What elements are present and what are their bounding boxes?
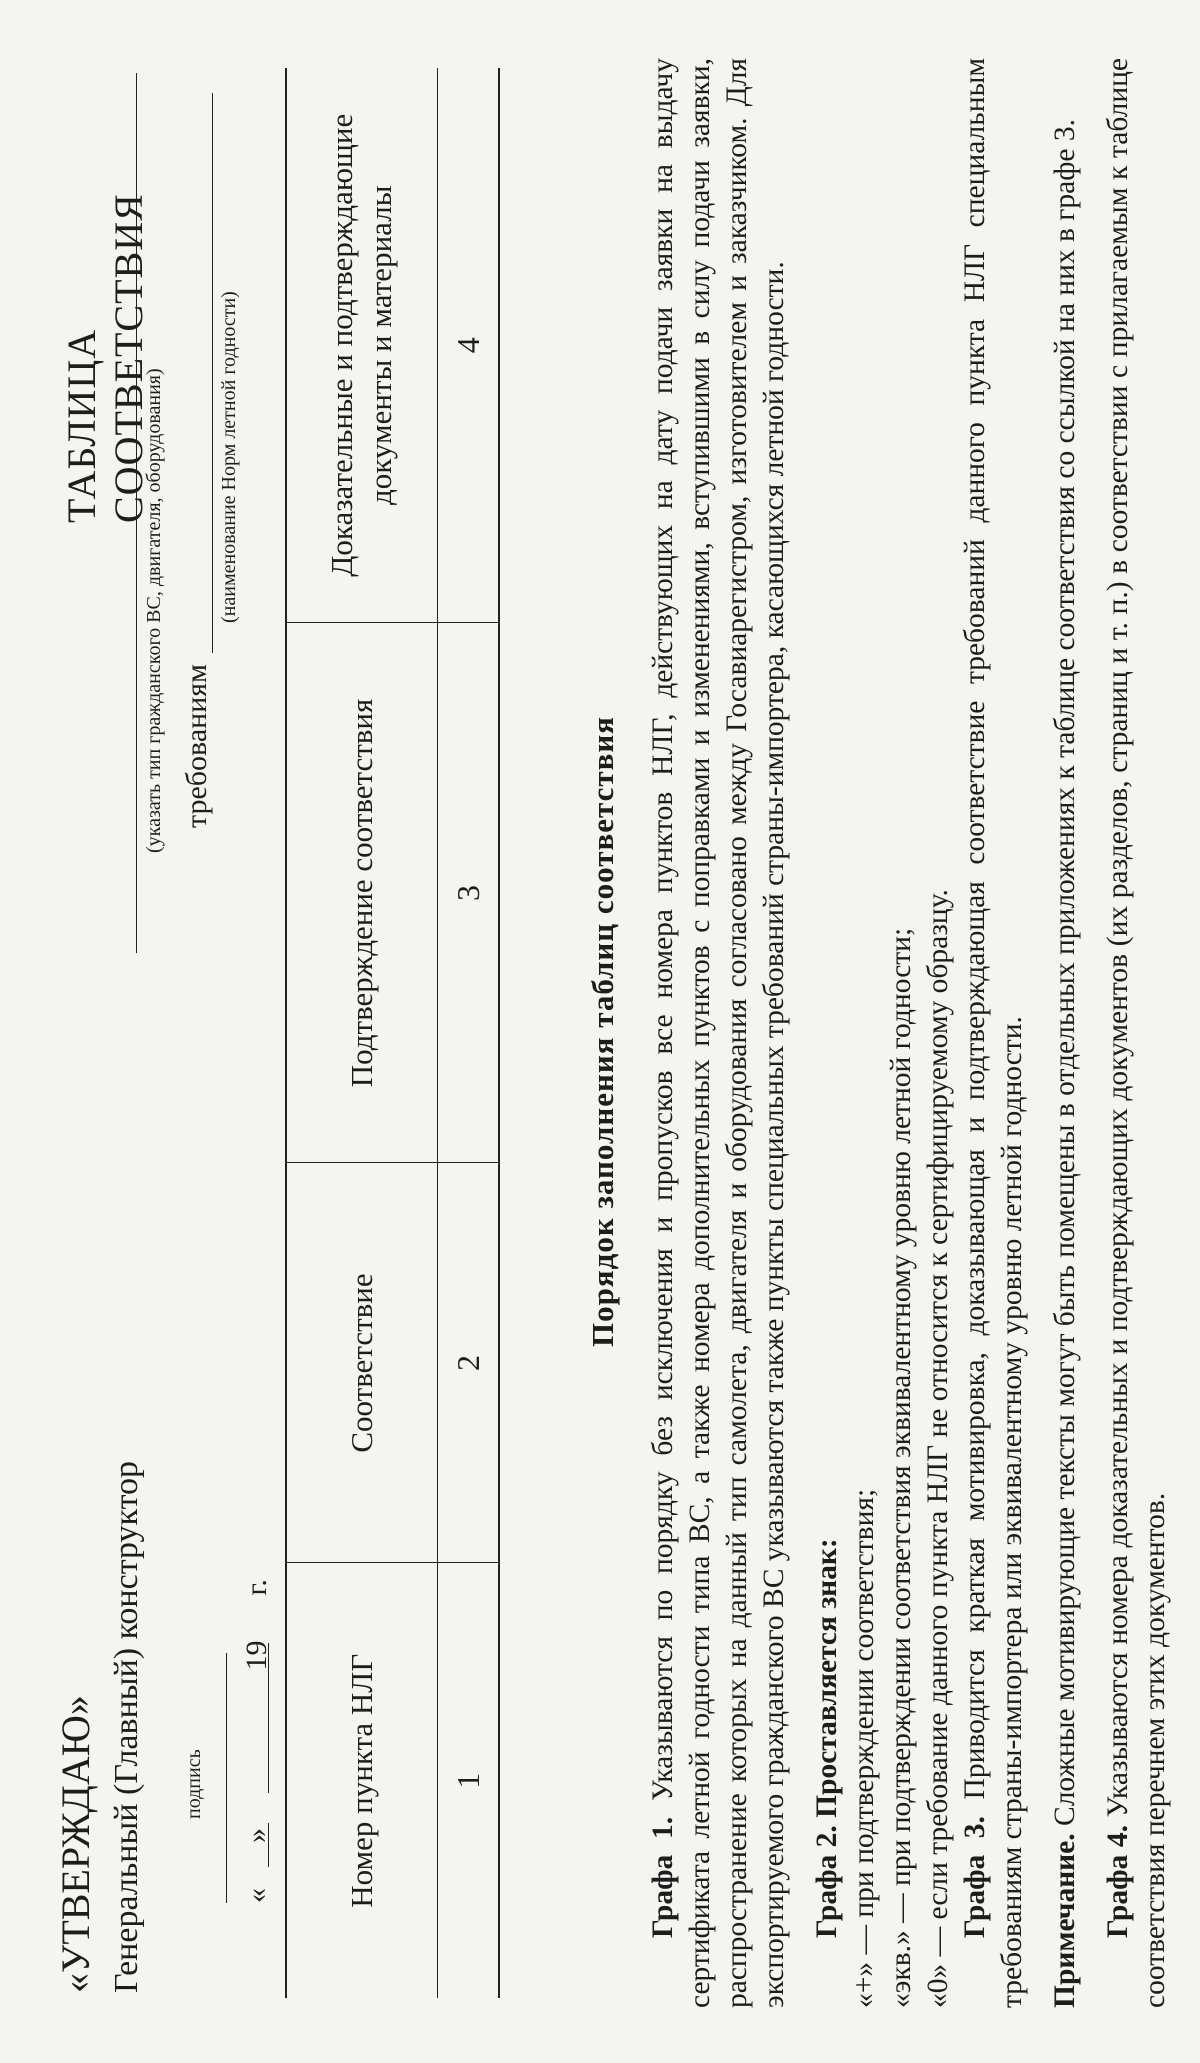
column-3-label: Графа 3. [959,1816,991,1938]
aircraft-type-line [136,73,137,953]
norms-name-line [212,93,213,653]
column-header: Подтверждение соответствия [286,623,438,1163]
signature-caption: подпись [183,1749,205,1819]
requirements-label: требованиям [180,663,213,828]
procedure-text [645,58,1174,2008]
approval-date: « » 19 г. [240,1579,273,1903]
column-number: 1 [438,1563,500,1998]
column-2-paragraph [809,58,846,2008]
column-2-item-zero: «0» — если требование данного пункта НЛГ не относится к сертифицируемому образцу. [922,889,954,2008]
table-numbering-row [438,68,500,1998]
norms-name-caption: (наименование Норм летной годности) [218,291,240,623]
approval-chief-designer: Генеральный (Главный) конструктор [108,1460,145,1993]
compliance-table [285,68,500,1998]
note-label: Примечание. [1049,1833,1081,2008]
column-number: 3 [438,623,500,1163]
column-4-label: Графа 4. [1102,1825,1134,1938]
column-header: Номер пункта НЛГ [286,1563,438,1998]
page-title: ТАБЛИЦА СООТВЕТСТВИЯ [59,193,151,523]
column-number: 4 [438,68,500,623]
column-1-text: Указываются по порядку без исключения и пропусков все номера пунктов НЛГ, действующих на дату подачи заявки на выдачу сертификата летной годности типа ВС, а также номера дополнительных пунктов с поправками и изменениями, вступившими в силу подачи заявки, распространение которых на данный тип самолета, двигателя и оборудования согласовано между Госавиарегистром, изготовителем и заказчиком. Для экспортируемого гражданского ВС указываются также пункты специальных требований страны-импортера, касающихся летной годности. [647,57,790,2008]
column-4-text: Указываются номера доказательных и подтверждающих документов (их разделов, страниц и т. п.) в соответствии с прилагаемым к таблице соответствия перечнем этих документов. [1102,58,1171,2008]
note-paragraph [1047,58,1084,2008]
column-2-item-plus: «+» — при подтверждении соответствия; [848,1488,880,2008]
note-text: Сложные мотивирующие тексты могут быть помещены в отдельных приложениях к таблице соответствия со ссылкой на них в графе 3. [1049,119,1081,1834]
column-1-label: Графа 1. [647,1816,679,1938]
table-header-row [286,68,438,1998]
signature-line [226,1653,227,1903]
procedure-title: Порядок заполнения таблиц соответствия [585,716,620,1347]
column-header: Соответствие [286,1163,438,1563]
column-3-paragraph [957,58,1031,2008]
column-4-paragraph [1100,58,1174,2008]
column-3-text: Приводится краткая мотивировка, доказывающая и подтверждающая соответствие требований данного пункта НЛГ специальным требованиям страны-импортера или эквивалентному уровню летной годности. [959,58,1028,2008]
column-2-item-equivalent: «экв.» — при подтверждении соответствия эквивалентному уровню летной годности; [885,927,917,2008]
aircraft-type-caption: (указать тип гражданского ВС, двигателя, оборудования) [143,368,165,853]
date-month-line [268,1643,269,1793]
approval-title: «УТВЕРЖДАЮ» [53,1695,98,1993]
column-2-label: Графа 2. Проставляется знак: [811,1538,843,1938]
column-number: 2 [438,1163,500,1563]
column-1-paragraph [645,58,793,2008]
column-header: Доказательные и подтверждающие документы и материалы [286,68,438,623]
date-day-line [268,1823,269,1867]
